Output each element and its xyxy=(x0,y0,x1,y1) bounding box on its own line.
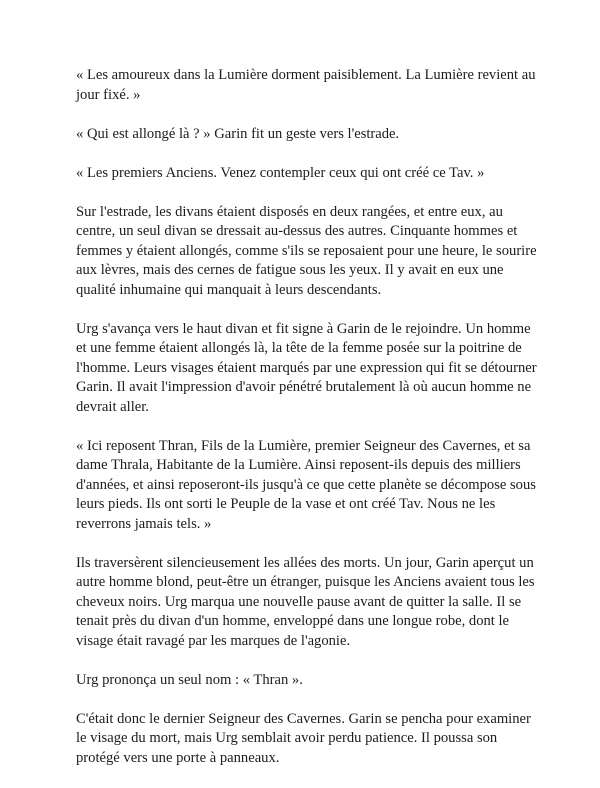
paragraph-2: « Qui est allongé là ? » Garin fit un geste vers l'estrade. xyxy=(76,125,400,142)
paragraph-1: « Les amoureux dans la Lumière dorment paisiblement. La Lumière revient au jour fixé. » xyxy=(76,67,536,103)
paragraph-8: Urg prononça un seul nom : « Thran ». xyxy=(76,671,303,688)
paragraph-9: C'était donc le dernier Seigneur des Cavernes. Garin se pencha pour examiner le visage du mort, mais Urg semblait avoir perdu patience. Il poussa son protégé vers une porte à panneaux. xyxy=(76,710,531,766)
paragraph-6: « Ici reposent Thran, Fils de la Lumière, premier Seigneur des Cavernes, et sa dame Thrala, Habitante de la Lumière. Ainsi reposent-ils depuis des milliers d'années, et ainsi reposeront-ils jusqu'à ce que cette planète se décompose sous leurs pieds. Ils ont sorti le Peuple de la vase et ont créé Tav. Nous ne les reverrons jamais tels. » xyxy=(76,437,536,532)
paragraph-4: Sur l'estrade, les divans étaient disposés en deux rangées, et entre eux, au centre, un seul divan se dressait au-dessus des autres. Cinquante hommes et femmes y étaient allongés, comme s'ils se reposaient pour une heure, le sourire aux lèvres, mais des cernes de fatigue sous les yeux. Il y avait en eux une qualité inhumaine qui manquait à leurs descendants. xyxy=(76,203,537,298)
paragraph-3: « Les premiers Anciens. Venez contempler ceux qui ont créé ce Tav. » xyxy=(76,164,485,181)
paragraph-7: Ils traversèrent silencieusement les allées des morts. Un jour, Garin aperçut un autre homme blond, peut-être un étranger, puisque les Anciens avaient tous les cheveux noirs. Urg marqua une nouvelle pause avant de quitter la salle. Il se tenait près du divan d'un homme, enveloppé dans une longue robe, dont le visage était ravagé par les marques de l'agonie. xyxy=(76,554,535,649)
paragraph-5: Urg s'avança vers le haut divan et fit signe à Garin de le rejoindre. Un homme et une femme étaient allongés là, la tête de la femme posée sur la poitrine de l'homme. Leurs visages étaient marqués par une expression qui fit se détourner Garin. Il avait l'impression d'avoir pénétré brutalement là où aucun homme ne devrait aller. xyxy=(76,320,537,415)
body-text xyxy=(76,66,544,788)
